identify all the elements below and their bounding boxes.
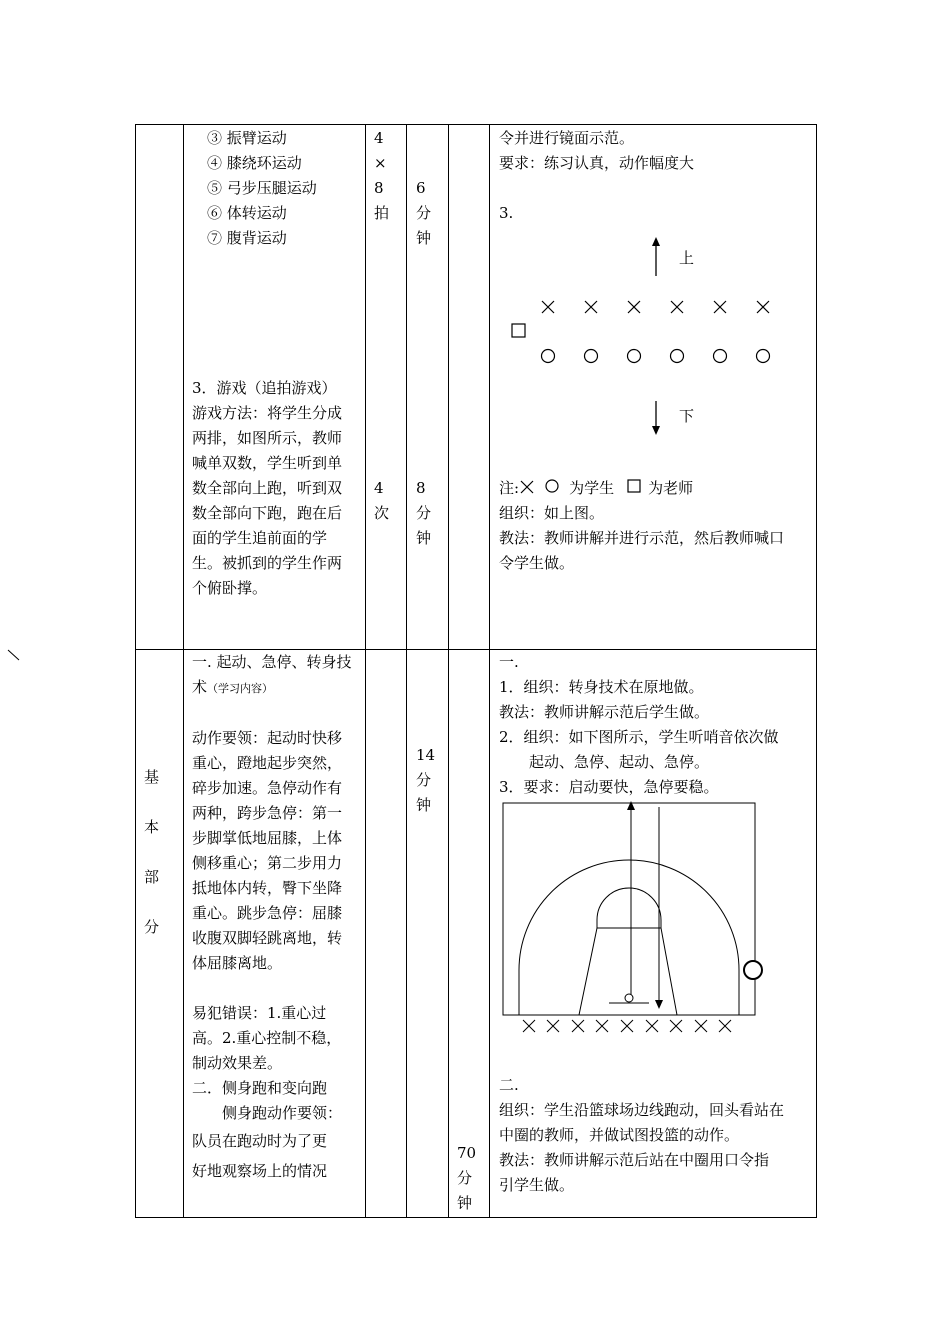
teacher-square-icon (512, 324, 525, 337)
three-point-arc (519, 860, 739, 1015)
row1-item3: 3. (499, 204, 514, 222)
square-icon (624, 478, 646, 494)
legend-prefix: 注: (499, 479, 520, 497)
margin-mark (0, 0, 40, 700)
content-title: 一. 起动、急停、转身技 (192, 653, 352, 671)
row1-method-bottom: 组织：如上图。 教法：教师讲解并进行示范，然后教师喊口 令学生做。 (499, 504, 785, 572)
row2-method-top: 一. 1．组织：转身技术在原地做。 教法：教师讲解示范后学生做。 2．组织：如下图所示，学生听哨音依次做 起动、急停、起动、急停。 3．要求：启动要快，急停要稳。 (499, 653, 779, 796)
row1-method-top: 令并进行镜面示范。 要求：练习认真，动作幅度大 (499, 129, 695, 172)
exercise-item: ⑦ 腹背运动 (207, 229, 287, 247)
sprint-arrow-down (655, 807, 663, 1009)
row1-duration-top: 6 分 钟 (416, 179, 432, 247)
student-row-crosses (542, 301, 769, 313)
teacher-circle-icon (744, 961, 762, 979)
legend-teacher: 为老师 (648, 479, 694, 497)
row1-game-description: 3．游戏（追拍游戏） 游戏方法：将学生分成 两排，如图所示，教师 喊单双数，学生听到单 数全部向上跑，听到双 数全部向下跑，跑在后 面的学生追前面的学 生。被抓到的学生作两 个俯卧撑。 (192, 379, 343, 597)
exercise-item: ③ 振臂运动 (207, 129, 287, 147)
row2-content: 一. 起动、急停、转身技 术（学习内容） 动作要领：起动时快移 重心，蹬地起步突然， 碎步加速。急停动作有 两种，跨步急停：第一 步脚掌低地屈膝，上体 侧移重心；第二步用力 抵地体内转，臀下坐降 重心。跳步急停：屈膝 收腹双脚轻跳离地，转 体屈膝离地。 易犯错误：1.重心过 高。2.重心控制不稳， 制动效果差。 二．侧身跑和变向跑 侧身跑动作要领： 队员在跑动时为了更 好地观察场上的情况 (192, 650, 364, 1186)
row1-repetitions-bottom: 4 次 (374, 479, 390, 522)
legend-students: 为学生 (569, 479, 615, 497)
exercise-item: ⑤ 弓步压腿运动 (207, 179, 317, 197)
section-label: 基 本 部 分 (144, 768, 160, 936)
row1-duration-bottom: 8 分 钟 (416, 479, 432, 547)
student-line-crosses (523, 1020, 731, 1032)
total-duration: 70 分 钟 (457, 1144, 477, 1212)
formation-diagram (489, 225, 815, 475)
student-row-circles (542, 350, 770, 363)
lesson-plan-table (135, 124, 817, 1218)
diagram-legend (499, 476, 815, 501)
basket-icon (625, 994, 633, 1002)
court-boundary (503, 803, 755, 1015)
court-diagram (489, 795, 815, 1045)
down-label: 下 (679, 407, 695, 425)
row1-repetitions-top: 4 × 8 拍 (374, 129, 390, 222)
exercise-item: ④ 膝绕环运动 (207, 154, 302, 172)
row2-duration: 14 分 钟 (416, 746, 436, 814)
up-arrow-icon (652, 237, 660, 276)
cross-icon (519, 478, 537, 494)
exercise-item: ⑥ 体转运动 (207, 204, 287, 222)
up-label: 上 (679, 249, 695, 267)
down-arrow-icon (652, 401, 660, 435)
row2-method-bottom: 二. 组织：学生沿篮球场边线跑动，回头看站在 中圈的教师，并做试图投篮的动作。 教法：教师讲解示范后站在中圈用口令指 引学生做。 (499, 1076, 785, 1194)
key-arc (597, 888, 661, 928)
sprint-arrow-up (627, 801, 635, 995)
circle-icon (541, 478, 563, 494)
row1-exercise-list (207, 126, 365, 251)
